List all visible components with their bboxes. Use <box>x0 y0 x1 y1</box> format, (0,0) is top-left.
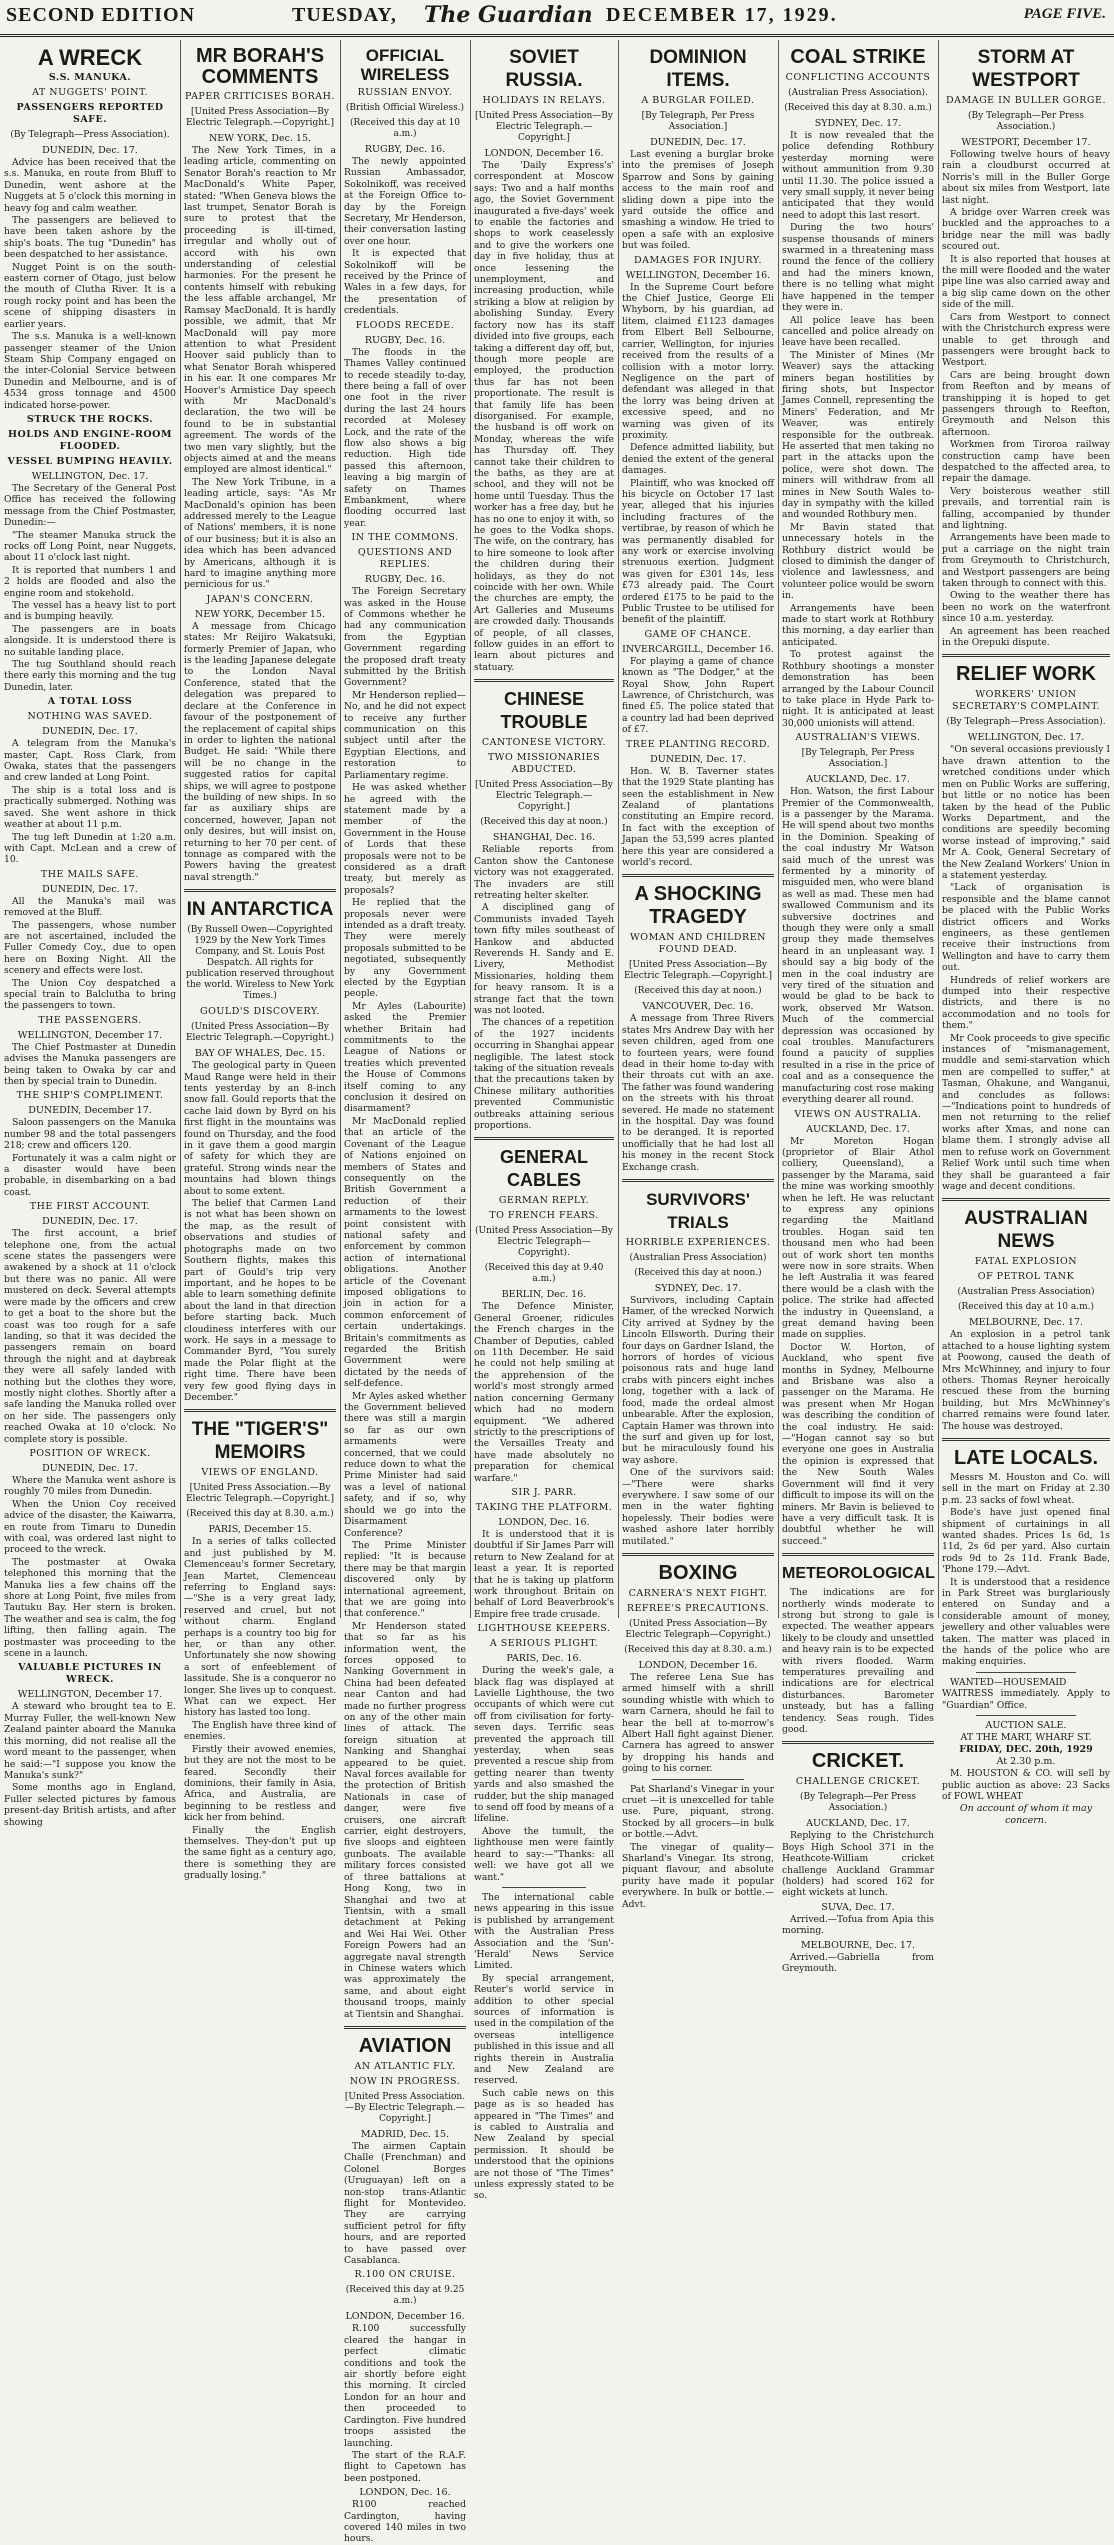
paragraph: The start of the R.A.F. flight to Capetown has been postponed. <box>344 2449 466 2484</box>
dateline: SYDNEY, Dec. 17. <box>654 1283 742 1295</box>
dateline: DUNEDIN, Dec. 17. <box>42 726 138 738</box>
subhead: THE FIRST ACCOUNT. <box>29 1201 151 1213</box>
headline-cricket: CRICKET. <box>811 1750 905 1773</box>
column-4 <box>474 40 614 2202</box>
dateline: BAY OF WHALES, Dec. 15. <box>194 1048 326 1060</box>
paragraph: One of the survivors said:—"There were sharks everywhere. I saw some of our men in the water fighting hopelessly. Their bodies were washed ashore later horribly mutilated." <box>622 1467 774 1547</box>
paragraph: The Union Coy despatched a special train to Balclutha to bring the passengers to town. <box>4 977 176 1012</box>
dateline: AUCKLAND, Dec. 17. <box>806 774 910 786</box>
column-3 <box>344 40 466 2545</box>
paragraph: Workmen from Tiroroa railway construction camp have been despatched to the affected area, to repair the damage. <box>942 439 1110 485</box>
subhead: WORKERS' UNION SECRETARY'S COMPLAINT. <box>951 689 1101 713</box>
dateline: NEW YORK, Dec. 15. <box>208 133 312 144</box>
wire-credit: (Australian Press Association) <box>629 1253 767 1264</box>
subhead: STRUCK THE ROCKS. <box>26 413 154 425</box>
wire-credit: [United Press Association—By Electric Telegraph.—Copyright.] <box>475 111 613 143</box>
paragraph: "On several occasions previously I have drawn attention to the wretched conditions under which men on Public Works are suffering, but little or no notice has been taken by the head of the Public Works Department, and the conditions are speedily becoming worse instead of improving," said Mr A. Cook, General Secretary of the New Zealand Workers' Union in a statement yesterday. <box>942 744 1110 881</box>
paragraph: The airmen Captain Challe (Frenchman) and Colonel Borges (Uruguayan) left on a non-stop trans-Atlantic flight for Montevideo. They are carrying sufficient petrol for fifty hours, and are reported to have passed over Casablanca. <box>344 2140 466 2267</box>
paragraph: The New York Tribune, in a leading article, says: "As Mr MacDonald's opinion has been addressed merely to the League of Nations' members, it is none of our business; but it is also an idea which has been advanced by Americans, although it is hard to imagine anything more pernicious for us." <box>184 476 336 591</box>
headline-chinese-trouble: CHINESE TROUBLE <box>500 689 588 733</box>
divider <box>942 1198 1110 1201</box>
dateline: SYDNEY, Dec. 17. <box>814 118 902 129</box>
subhead: CARNERA'S NEXT FIGHT. <box>628 1587 768 1599</box>
subhead: SIR J. PARR. <box>511 1486 577 1498</box>
column-1 <box>4 40 176 1828</box>
subhead: AT NUGGETS' POINT. <box>32 87 148 98</box>
subhead: JAPAN'S CONCERN. <box>206 593 314 605</box>
headline-meteorological: METEOROLOGICAL <box>782 1565 935 1583</box>
paragraph: The Defence Minister, General Groener, ridicules the French charges in the Chamber of Deputies, cabled on 11th December. He said he could not help smiling at the apprehension of the world's most strongly armed nation concerning Germany which had no modern equipment. "We adhered strictly to the prescriptions of the Versailles Treaty and have made absolutely no preparation for chemical warfare." <box>474 1301 614 1484</box>
paragraph: The passengers are believed to have been taken ashore by the ship's boats. The tug "Dunedin" has been despatched to her assistance. <box>4 215 176 261</box>
paragraph: Mr MacDonald replied that an article of the Covenant of the League of Nations enjoined on members of States and consequently on the British Government a reduction of their armaments to the lowest point consistent with national safety and enforcement by common action of international obligations. Another article of the Covenant imposed obligations to join in action for a common enforcement of certain undertakings. Britain's commitments as regarded the British Government were dictated by the needs of self-defence. <box>344 1115 466 1390</box>
classified-ad: WANTED—HOUSEMAID WAITRESS immediately. Apply to "Guardian" Office. <box>942 1676 1110 1711</box>
subhead: RUSSIAN ENVOY. <box>357 87 453 98</box>
dateline: LONDON, December 16. <box>484 148 604 159</box>
paragraph: Arrangements have been made to put a carriage on the night train from Greymouth to Christchurch, and Westport passengers are being taken through to connect with this. <box>942 532 1110 590</box>
subhead: AN ATLANTIC FLY. <box>354 2060 456 2072</box>
paragraph: By special arrangement, Reuter's world service in addition to other special sources of information is used in the compilation of the overseas intelligence published in this issue and all rights therein in Australia and New Zealand are reserved. <box>474 1972 614 2087</box>
dateline: SHANGHAI, Dec. 16. <box>492 832 596 844</box>
paragraph: Arrived.—Tofua from Apia this morning. <box>782 1913 934 1937</box>
headline-australian-news: AUSTRALIAN NEWS <box>964 1208 1088 1253</box>
subhead: REFREE'S PRECAUTIONS. <box>626 1602 770 1614</box>
column-rule <box>778 40 779 1618</box>
received-note: (Received this day at noon.) <box>634 1268 762 1279</box>
subhead: TREE PLANTING RECORD. <box>625 738 771 750</box>
divider <box>184 889 336 892</box>
received-note: (Received this day at noon.) <box>480 817 608 828</box>
subhead: POSITION OF WRECK. <box>29 1447 151 1459</box>
column-6 <box>782 40 935 1975</box>
paragraph: A message from Three Rivers states Mrs Andrew Day with her seven children, aged from one to fourteen years, were found dead in their home to-day with their throats cut with an axe. The father was found wandering on the streets with his throat severed. He made no statement in the hospital. Day was found to be deranged. It is reported unofficially that he had lost all his money in the recent Stock Exchange crash. <box>622 1013 774 1173</box>
headline-relief-work: RELIEF WORK <box>956 663 1096 686</box>
dateline: VANCOUVER, Dec. 16. <box>642 1001 754 1013</box>
paragraph: The newly appointed Russian Ambassador, Sokolnikoff, was received at the Foreign Office to-day by the Foreign Secretary, Mr Henderson, their conversation lasting over one hour. <box>344 156 466 247</box>
column-rule <box>340 40 341 1618</box>
dateline: LONDON, December 16. <box>638 1659 758 1671</box>
paragraph: All police leave has been cancelled and police already on leave have been recalled. <box>782 314 934 349</box>
dateline: LONDON, December 16. <box>345 2311 465 2323</box>
paragraph: A message from Chicago states: Mr Reijiro Wakatsuki, formerly Premier of Japan, who is the leading Japanese delegate to the London Naval Conference, stated that the delegation was prepared to declare at the Conference in favour of the postponement of the replacement of capital ships in order to lighten the national Budget. He said: "While there will be no change in the suggested ratios for capital ships, we will agree to postpone the building of new ships. In so far as auxiliary ships are concerned, however, Japan not only desires, but will insist on, returning to her 70 per cent. of tonnage as compared with the Powers having the greatest naval strength." <box>184 620 336 883</box>
paragraph: Advice has been received that the s.s. Manuka, en route from Bluff to Dunedin, went ashore at the Nuggets at 5 o'clock this morning in heavy fog and calm weather. <box>4 157 176 214</box>
dateline: AUCKLAND, Dec. 17. <box>806 1818 910 1830</box>
paragraph: Plaintiff, who was knocked off his bicycle on October 17 last year, alleged that his injuries including fractures of the vertibrae, by reason of which he was permanently disabled for any work or exercise involving strenuous exertion. Judgment was given for £301 14s, less £73 already paid. The Court ordered £175 to be paid to the Public Trustee to be utilised for benefit of the plaintiff. <box>622 477 774 626</box>
paragraph: Finally the English themselves. They-don't put up the same fight as a century ago, there is something they are gradually losing." <box>184 1824 336 1882</box>
wire-credit: [United Press Association—By Electric Telegraph.—Copyright.] <box>475 780 613 813</box>
paragraph: The international cable news appearing in this issue is published by arrangement with the Australian Press Association and the 'Sun'-'Herald' News Service Limited. <box>474 1891 614 1972</box>
divider <box>652 1779 743 1780</box>
paragraph: The tug left Dunedin at 1:20 a.m. with Capt. McLean and a crew of 10. <box>4 831 176 866</box>
received-note: (Received this day at 10 a.m.) <box>349 118 461 139</box>
paragraph: Mr Moreton Hogan (proprietor of Blair Athol colliery, Queensland), a passenger by the Marama, said the mine was working smoothly when he left. He was reluctant to express any opinions regarding the Maitland troubles. Hogan said ten thousand men who had been out of work short ten months were now in sore straits. When he left Australia it was feared there would be a clash with the police. The strike had affected the industry in Queensland, a great demand having been made on supplies. <box>782 1135 934 1341</box>
paragraph: Mr Ayles (Labourite) asked the Premier whether Britain had commitments to the League of Nations or treaties which prevented the House of Commons itself coming to any conclusion it desired on disarmament? <box>344 1000 466 1115</box>
paragraph: Hon. Watson, the first Labour Premier of the Commonwealth, is a passenger by the Marama. He will spend about two months in the Dominion. Speaking of the coal industry Mr Watson said much of the unrest was fermented by a minority of misguided men, who were bland as well as mad. These men had swallowed Communism and its subversive doctrines and though they were only a small group they made themselves heard in an unpleasant way. I should say a big body of the men in the coal industry are very tired of the situation and would be glad to be back to work, observed Mr Watson. Much of the commercial depression was occasioned by coal troubles. Manufacturers found a paucity of supplies resulted in a rise in the price of coal and as a consequence the manufacturing cost rose making everything dearer all round. <box>782 786 934 1106</box>
paragraph: The first account, a brief telephone one, from the actual scene states the passengers were awakened by a shock at 11 o'clock but there was no panic. All were mustered on deck. Several attempts were made by the officers and crew to get a boat to the shore but the coast was too rough for a safe landing, so that it was decided the passengers remain on board through the night and at daybreak they were all safely landed with nothing but the clothes they wore, mostly night clothes. Shortly after a safe landing the Manuka rolled over on her side. The passengers only reached Owaka at 10 o'clock. No complete story is possible. <box>4 1228 176 1445</box>
paragraph: The belief that Carmen Land is not what has been shown on the map, as the result of observations and studies of photographs made on two Southern flights, makes this part of Gould's trip very important, and he hopes to be able to learn something definite about the land in that direction before starting back. Much cloudiness interferes with our work. He says in a message to Commander Byrd, "You surely made the Polar flight at the right time. There have been very few good flying days in December." <box>184 1198 336 1403</box>
headline-survivors-trials: SURVIVORS' TRIALS <box>646 1190 750 1233</box>
wire-credit: (By Telegraph—Per Press Association.) <box>968 111 1084 132</box>
subhead: A TOTAL LOSS <box>47 696 133 708</box>
column-rule <box>938 40 939 1618</box>
received-note: (Received this day at 8.30. a.m.) <box>784 103 932 113</box>
paragraph: Hon. W. B. Taverner states that the 1929 State planting has seen the establishment in New Zealand of plantations constituting an Empire record. In fact with the exception of Japan the 53,599 acres planted here this year are considered a world's record. <box>622 765 774 868</box>
subhead: HORRIBLE EXPERIENCES. <box>625 1237 771 1249</box>
received-note: (Received this day at 9.40 a.m.) <box>484 1263 604 1285</box>
subhead: GERMAN REPLY. <box>498 1195 590 1207</box>
dateline: RUGBY, Dec. 16. <box>364 144 446 155</box>
paragraph: Mr Henderson replied—No, and he did not expect to receive any further communication on this subject until after the Egyptian Elections, and restoration to Parliamentary regime. <box>344 689 466 781</box>
subhead: VESSEL BUMPING HEAVILY. <box>7 455 173 467</box>
subhead: CHALLENGE CRICKET. <box>795 1776 921 1788</box>
subhead: PASSENGERS REPORTED SAFE. <box>16 102 164 125</box>
paragraph: A telegram from the Manuka's master, Capt. Ross Clark, from Owaka, states that the passengers and crew landed at Long Point. <box>4 738 176 784</box>
headline-late-locals: LATE LOCALS. <box>953 1446 1099 1469</box>
issue-date: DECEMBER 17, 1929. <box>606 4 838 26</box>
paragraph: The geological party in Queen Maud Range were held in their tents yesterday by an 8-inch snow fall. Gould reports that the cache laid down by Byrd on his first flight in the mountains was found on Thursday, and the food in it gave them a good margin of safety for which they are grateful. Strong winds near the mountains had blown things about to some extent. <box>184 1060 336 1197</box>
paragraph: Cars from Westport to connect with the Christchurch express were unable to get through and passengers were brought back to Westport. <box>942 311 1110 369</box>
paragraph: Mr Cook proceeds to give specific instances of "mismanagement, muddle and semi-starvation which men are compelled to suffer," at Tasman, Ohakune, and Wanganui, and concludes as follows:—"Indications point to hundreds of men not returning to the relief works after Xmas, and none can blame them. I strongly advise all men to refuse work on Government Relief Work until such time when they shall be guaranteed a fair wage and decent conditions. <box>942 1032 1110 1192</box>
paragraph: Some months ago in England, Fuller selected pictures by famous present-day British artists, and after showing <box>4 1782 176 1828</box>
paragraph: The Foreign Secretary was asked in the House of Commons whether he had any communication from the Egyptian Government regarding the proposed draft treaty submitted by the British Government? <box>344 586 466 689</box>
paragraph: Hundreds of relief workers are dumped into their respective districts, and there is no accommodation and no tools for them." <box>942 974 1110 1032</box>
paragraph: Arrangements have been made to start work at Rothbury this morning, a day earlier than anticipated. <box>782 602 934 648</box>
paragraph: During the week's gale, a black flag was displayed at Lavielle Lighthouse, the two occupants of which were cut off from civilisation for forty-seven days. Terrific seas prevented the approach till yesterday, when seas prevented a rescue ship from getting nearer than twenty yards and also smashed the rudder, but the ship managed to send off food by means of a lifeline. <box>474 1665 614 1825</box>
dateline: WELLINGTON, Dec. 17. <box>967 732 1085 744</box>
headline-a-wreck: A WRECK <box>37 45 143 70</box>
column-2 <box>184 40 336 1882</box>
paragraph: The passengers are in boats alongside. It is understood there is no suitable landing place. <box>4 623 176 658</box>
dateline: WELLINGTON, Dec. 17. <box>31 470 149 482</box>
dateline: DUNEDIN, Dec. 17. <box>650 753 746 765</box>
headline-dominion-items: DOMINION ITEMS. <box>649 47 747 91</box>
wire-credit: (Australian Press Association). <box>788 88 928 98</box>
subhead: S.S. MANUKA. <box>48 72 132 83</box>
headline-storm-at-westport: STORM AT WESTPORT <box>972 47 1080 91</box>
day-label: TUESDAY, <box>292 4 397 26</box>
dateline: PARIS, December 15. <box>208 1524 312 1536</box>
wire-credit: [By Telegraph, Per Press Association.] <box>641 111 755 132</box>
headline-coal-strike: COAL STRIKE <box>790 46 926 68</box>
paragraph: Nugget Point is on the south-eastern corner of Otago, just below the mouth of Clutha River. It is a rough rocky point and has been the scene of shipping disasters in earlier years. <box>4 261 176 330</box>
subhead: VIEWS ON AUSTRALIA. <box>794 1108 922 1120</box>
subhead: A SERIOUS PLIGHT. <box>489 1638 599 1650</box>
divider <box>622 874 774 877</box>
dateline: RUGBY, Dec. 16. <box>364 574 446 586</box>
column-rule <box>618 40 619 1618</box>
divider <box>976 1715 1077 1716</box>
paragraph: The English have three kind of enemies. <box>184 1719 336 1743</box>
dateline: DUNEDIN, Dec. 17. <box>42 883 138 895</box>
edition-label: SECOND EDITION <box>6 4 196 26</box>
paragraph: The indications are for northerly winds moderate to strong but strong to gale is expected. The weather appears likely to be cloudy and unsettled and heavy rain is to be expected with rivers flooded. Warm temperatures prevailing and indications are for electrical disturbances. Barometer unsteady, but has a falling tendency. Seas rough. Tides good. <box>782 1587 934 1735</box>
paragraph: For playing a game of chance known as "The Dodger," at the Royal Show, John Rupert Lawrence, of Christchurch, was fined £5. The police stated that a country lad had been deprived of £7. <box>622 655 774 736</box>
divider <box>622 1553 774 1556</box>
auction-details: M. HOUSTON & CO. will sell by public auction as above: 23 Sacks of FOWL WHEAT <box>942 1768 1110 1802</box>
wire-credit: (By Telegraph—Per Press Association.) <box>800 1792 916 1814</box>
paragraph: The s.s. Manuka is a well-known passenger steamer of the Union Steam Ship Company engaged on the inter-Colonial Service between Dunedin and Melbourne, and is of 4534 gross tonnage and 4500 indicated horse-power. <box>4 331 176 411</box>
paragraph: A disciplined gang of Communists invaded Tayeh town fifty miles southeast of Hankow and abducted Reverends H. Sandy and E. Livery, Methodist Missionaries, holding them for heavy ransom. It is a strange fact that the town was not looted. <box>474 902 614 1016</box>
divider <box>622 1179 774 1182</box>
wire-credit: [United Press Association—By Electric Telegraph.—Copyright.] <box>185 107 335 128</box>
subhead: R.100 ON CRUISE. <box>354 2269 456 2281</box>
paragraph: The tug Southland should reach there early this morning and the tug Dunedin, later. <box>4 659 176 693</box>
auction-heading: AUCTION SALE. <box>985 1720 1067 1732</box>
paragraph: It is understood that a residence in Park Street was burglariously entered on Sunday and a considerable amount of money, jewellery and other valuables were taken. The matter was placed in the hands of the police who are making enquiries. <box>942 1576 1110 1668</box>
paragraph: Such cable news on this page as is so headed has appeared in "The Times" and is cabled to Australia and New Zealand by special permission. It should be understood that the opinions are not those of "The Times" unless expressly stated to be so. <box>474 2087 614 2202</box>
page-number: PAGE FIVE. <box>1023 6 1106 22</box>
wire-credit: [United Press Association.—By Electric Telegraph.—Copyright.] <box>344 2091 466 2124</box>
dateline: INVERCARGILL, December 16. <box>622 643 774 655</box>
divider <box>782 1553 934 1556</box>
paragraph: Following twelve hours of heavy rain a cloudburst occurred at Norris's mill in the Buller Gorge about six miles from Westport, late last night. <box>942 149 1110 206</box>
headline-soviet-russia: SOVIET RUSSIA. <box>505 47 583 91</box>
subhead: FLOODS RECEDE. <box>355 319 455 331</box>
subhead: IN THE COMMONS. <box>351 532 459 544</box>
dateline: PARIS, Dec. 16. <box>506 1653 582 1665</box>
divider <box>502 1887 586 1888</box>
dateline: WELLINGTON, December 16. <box>625 269 771 281</box>
dateline: AUCKLAND, Dec. 17. <box>806 1123 910 1135</box>
paragraph: Survivors, including Captain Hamer, of the wrecked Norwich City arrived at Sydney by the Lincoln Ellsworth. During their four days on Gardner Island, the horrors of hordes of vicious poisonous rats and huge land crabs with pincers eight inches long, together with a lack of food, made the ordeal almost unbearable. After the explosion, Captain Hamer was thrown into the surf and given up for lost, but he miraculously found his way ashore. <box>622 1295 774 1466</box>
subhead: QUESTIONS AND REPLIES. <box>357 547 453 571</box>
subhead: WOMAN AND CHILDREN FOUND DEAD. <box>630 932 766 956</box>
wire-credit: [United Press Association—By Electric Telegraph.—Copyright.] <box>623 960 773 982</box>
subhead: CONFLICTING ACCOUNTS <box>785 72 931 83</box>
dateline: WESTPORT, December 17. <box>961 137 1091 148</box>
dateline: RUGBY, Dec. 16. <box>364 334 446 346</box>
paragraph: Saloon passengers on the Manuka number 98 and the total passengers 218; crew and officers 120. <box>4 1117 176 1152</box>
paragraph: An explosion in a petrol tank attached to a house lighting system at Poowong, caused the death of Mrs McWhinney, and injury to four others. Thomas Reyner heroically rescued these from the burning building, but Mrs McWhinney's charred remains were found later. The house was destroyed. <box>942 1329 1110 1432</box>
paragraph: Owing to the weather there has been no work on the waterfront since 10 a.m. yesterday. <box>942 590 1110 625</box>
paragraph: It is now revealed that the police defending Rothbury yesterday morning were without ammunition from 9.30 until 11.30. The police issued a very small supply, it never being anticipated that they would need to adopt this last resort. <box>782 130 934 221</box>
wire-credit: [United Press Association.—By Electric Telegraph.—Copyright.] <box>185 1483 335 1505</box>
paragraph: Messrs M. Houston and Co. will sell in the mart on Friday at 2.30 p.m. 23 sacks of fowl wheat. <box>942 1471 1110 1506</box>
subhead: NOW IN PROGRESS. <box>349 2075 461 2087</box>
paragraph: The postmaster at Owaka telephoned this morning that the Manuka lies a few chains off the shore at Long Point, five miles from Tautuku Bay. Her stern is broken. The weather and sea is calm, the fog lifting, then falling again. The postmaster was proceeding to the scene in a launch. <box>4 1556 176 1660</box>
column-rule <box>180 40 181 1618</box>
headline-aviation: AVIATION <box>358 2034 452 2057</box>
paragraph: Fortunately it was a calm night or a disaster would have been probable, in disembarking on a bad coast. <box>4 1152 176 1198</box>
paragraph: The New York Times, in a leading article, commenting on Senator Borah's reaction to Mr MacDonald's White Paper, stated: "When Geneva blows the last trumpet, Senator Borah is sure to protest that the proceeding is ill-timed, irregular and wholly out of accord with his own understanding of celestial harmonies. For the present he contents himself with rebuking the less affable archangel, Mr Ramsay MacDonald. It is hardly possible, we admit, that Mr MacDonald will pay more attention to what President Hoover said publicly than to what Senator Borah whispered in his ear. It one compares Mr Hoover's Armistice Day speech with Mr MacDonald's declaration, the two will be found to be in substantial agreement. The words of the two men vary slightly, but the objects aimed at and the means employed are almost identical." <box>184 145 336 476</box>
dateline: MELBOURNE, Dec. 17. <box>800 1939 916 1951</box>
wire-credit: (British Official Wireless.) <box>345 103 465 113</box>
paragraph: During the two hours' suspense thousands of miners swarmed in a threatening mass round the fence of the colliery and had the miners known, there is no telling what might have happened in the temper they were in. <box>782 222 934 314</box>
wire-credit: [By Telegraph, Per Press Association.] <box>801 748 915 770</box>
paragraph: The chances of a repetition of the 1927 incidents occurring in Shanghai appear negligible. The latest stock taking of the situation reveals that the precautions taken by Chinese military authorities prevented Communistic outbreaks attaining serious proportions. <box>474 1017 614 1132</box>
dateline: DUNEDIN, Dec. 17. <box>650 137 746 148</box>
masthead <box>0 0 1114 37</box>
dateline: WELLINGTON, December 17. <box>17 1029 163 1041</box>
divider <box>976 1672 1077 1673</box>
headline-borah: MR BORAH'S COMMENTS <box>195 45 325 88</box>
dateline: DUNEDIN, December 17. <box>28 1105 152 1117</box>
received-note: (Received this day at 10 a.m.) <box>957 1302 1095 1313</box>
auction-venue: AT THE MART, WHARF ST. <box>960 1732 1092 1744</box>
subhead: GAME OF CHANCE. <box>644 628 752 640</box>
subhead: TWO MISSIONARIES ABDUCTED. <box>487 752 601 776</box>
wire-credit: (By Telegraph—Press Association). <box>946 717 1106 728</box>
paragraph: Mr Ayles asked whether the Government believed there was still a margin so far as our own armaments were concerned, that we could reduce down to what the Prime Minister had said was a level of national safety, and if so, why should we go into the Disarmament Conference? <box>344 1390 466 1539</box>
headline-general-cables: GENERAL CABLES <box>499 1147 588 1191</box>
paragraph: A bridge over Warren creek was buckled and the approaches to a bridge near the mill was badly scoured out. <box>942 207 1110 253</box>
paragraph: The Minister of Mines (Mr Weaver) says the attacking miners began hostilities by firing shots, but Inspector James Connell, representing the Miners' Federation, and Mr Weaver, was entirely responsible for the outbreak. He asserted that men taking no part in the attacks upon the police, were shot down. The miners will withdraw from all mines in New South Wales to-day in sympathy with the killed and wounded Rothbury men. <box>782 349 934 521</box>
subhead: NOTHING WAS SAVED. <box>27 711 153 723</box>
subhead: HOLIDAYS IN RELAYS. <box>482 95 606 106</box>
paragraph: The Chief Postmaster at Dunedin advises the Manuka passengers are being taken to Owaka by car and then by special train to Dunedin. <box>4 1041 176 1087</box>
paragraph: Mr Henderson stated that so far as his information went, the forces opposed to Nanking Government in China had been defeated near Canton and had made no further progress on any of the other main lines of attack. The foreign situation at Nanking and Shanghai appeared to be quiet. Naval forces available for the protection of British Nationals in case of danger, were five cruisers, one aircraft carrier, eight destroyers, five sloops and eighteen gunboats. The available military forces consisted of three battalions at Hong Kong, two in Shanghai and two at Tientsin, with a small detachment at Peking and Wei Hai Wei. Other Foreign Powers had an aggregate naval strength in Chinese waters which was approximately the same, and about eight thousand troops, mainly at Tientsin and Shanghai. <box>344 1620 466 2020</box>
paragraph: Last evening a burglar broke into the premises of Joseph Sparrow and Sons by gaining access to the main roof and sliding down a pipe into the yard outside the office and smashing a window. He tried to open a safe with an explosive but was foiled. <box>622 149 774 252</box>
paragraph: In a series of talks collected and just published by M. Clemenceau's former Secretary, Jean Martet, Clemenceau referring to England says:—"She is a very great lady, reserved and cruel, but not without charm. England perhaps is a country too big for her, or than any other. Unfortunately she now showing a sort of enfeeblement of lassitude. She is a conqueror no longer. She lives up to conquest. What can we expect. Her history has lasted too long. <box>184 1536 336 1719</box>
auction-date: FRIDAY, DEC. 20th, 1929 <box>959 1744 1093 1756</box>
paragraph: R.100 successfully cleared the hangar in perfect climatic conditions and took the air shortly before eight this morning. It circled London for an hour and then proceeded to Cardington. Five hundred troops assisted the launching. <box>344 2323 466 2449</box>
subhead: VIEWS OF ENGLAND. <box>201 1467 319 1479</box>
paragraph: The floods in the Thames Valley continued to recede steadily to-day, there being a fall of over one foot in the river during the last 24 hours recorded at Molesey Lock, and the rate of the flow also shows a big reduction. High tide passed this afternoon, leaving a big margin of safety on Thames Embankment, where flooding occurred last year. <box>344 346 466 529</box>
paragraph: The passengers, whose number are not ascertained, included the Fuller Comedy Coy., due to open here on Boxing Night. All the scenery and effects were lost. <box>4 919 176 977</box>
paragraph: The 'Daily Express's' correspondent at Moscow says: Two and a half months ago, the Soviet Government inaugurated a five-days' week to enable the factories and shops to work ceaselessly and to give the workers one day in five holiday, thus at once lessening the unemployment, and increasing production, while striking a blow at religion by abolishing Sunday. Every factory now has its staff divided into five groups, each taking a different day off, but, though more people are employed, the production thus far has not been proportionate. The result is that family life has been disorganised. For example, the husband is off work on Monday, whereas the wife has Thursday off. They cannot take their children to the baths, as they are at school, and they will not be home until Tuesday. Thus the worker has a free day, but he has no one to enjoy it with, so he goes to the Vodka shops. The wife, on the contrary, has to hire someone to look after the children during their holidays, as they do not coincide with her own. While the churches are empty, the Art Galleries and Museums are crowded daily. Thousands of people, of all classes, follow guides in an effort to learn about pictures and statuary. <box>474 160 614 673</box>
dateline: DUNEDIN, Dec. 17. <box>42 1216 138 1228</box>
wire-credit: (United Press Association—By Electric Telegraph—Copyright.) <box>625 1618 771 1640</box>
subhead: THE MAILS SAFE. <box>40 868 140 880</box>
wire-credit: (Australian Press Association) <box>957 1287 1095 1298</box>
subhead: HOLDS AND ENGINE-ROOM FLOODED. <box>8 428 172 452</box>
received-note: (Received this day at 8.30. a.m.) <box>186 1509 334 1520</box>
paragraph: The referee Lena Sue has armed himself with a shrill sounding whistle with which to warn Carnera, should he fail to hear the bell at to-morrow's Albert Hall fight against Diener. Carnera has agreed to answer by dropping his hands and going to his corner. <box>622 1671 774 1775</box>
divider <box>942 654 1110 657</box>
subhead: DAMAGES FOR INJURY. <box>634 254 762 266</box>
dateline: LONDON, Dec. 16. <box>359 2487 451 2499</box>
received-note: (Received this day at 8.30. a.m.) <box>624 1644 772 1655</box>
dateline: DUNEDIN, Dec. 17. <box>42 145 138 156</box>
paragraph: Doctor W. Horton, of Auckland, who spent five months in Sydney, Melbourne and Brisbane was also a passenger on the Marama. He was present when Mr Hogan was describing the condition of the coal industry. He said:—"Hogan cannot say so but everyone one goes in Australia the opinion is expressed that the New South Wales Government will find it very difficult to impose its will on the miners. Mr Bavin is believed to have a very difficult task. It is doubtful whether he will succeed." <box>782 1341 934 1547</box>
subhead: DAMAGE IN BULLER GORGE. <box>946 95 1106 106</box>
paragraph: All the Manuka's mail was removed at the Bluff. <box>4 895 176 919</box>
advertisement: Pat Sharland's Vinegar in your cruet —it is unexcelled for table use. Pure, piquant, strong. Stocked by all grocers—in bulk or bottle.—Advt. <box>622 1783 774 1841</box>
subhead: LIGHTHOUSE KEEPERS. <box>477 1623 611 1635</box>
paragraph: When the Union Coy received advice of the disaster, the Kaiwarra, en route from Timaru to Dunedin with coal, was ordered last night to proceed to the wreck. <box>4 1498 176 1556</box>
received-note: (Received this day at noon.) <box>634 986 762 997</box>
auction-note: On account of whom it may concern. <box>959 1803 1093 1827</box>
headline-shocking-tragedy: A SHOCKING TRAGEDY <box>634 883 762 929</box>
advertisement: The vinegar of quality—Sharland's Vinegar. Its strong, piquant flavour, and absolute purity have made it popular everywhere. In bulk or bottle.—Advt. <box>622 1841 774 1910</box>
paragraph: Cars are being brought down from Reefton and by means of transhipping it is hoped to get passengers through to Reefton, Greymouth and Nelson this afternoon. <box>942 369 1110 438</box>
wire-credit: (United Press Association—By Electric Telegraph—Copyright). <box>475 1226 613 1259</box>
paragraph: "Lack of organisation is responsible and the blame cannot be placed with the Public Works district officers and Works engineers, as these gentlemen receive their instructions from Wellington and have to carry them out. <box>942 882 1110 974</box>
paragraph: It is also reported that houses at the mill were flooded and the water pipe line was also carried away and a big slip came down on the other side of the mill. <box>942 253 1110 311</box>
paragraph: He replied that the proposals never were intended as a draft treaty. They were merely proposals submitted to be negotiated, subsequently by any Government elected by the Egyptian people. <box>344 897 466 1000</box>
subhead: AUSTRALIAN'S VIEWS. <box>795 732 921 744</box>
subhead: PAPER CRITICISES BORAH. <box>185 91 335 102</box>
divider <box>474 1137 614 1140</box>
paragraph: Bode's have just opened final shipment of curtainings in all wanted shades. Prices 1s 6d, 1s 11d, 2s 6d per yard. Also curtain rods 9d to 2s 11d. Frank Bade, 'Phone 179.—Advt. <box>942 1507 1110 1576</box>
subhead: FATAL EXPLOSION <box>974 1256 1078 1268</box>
paragraph: It is reported that numbers 1 and 2 holds are flooded and also the engine room and stokehold. <box>4 564 176 599</box>
paragraph: It is understood that it is doubtful if Sir James Parr will return to New Zealand for at least a year. It is reported that he is taking up platform work throughout Britain on behalf of Lord Beaverbrook's Empire free trade crusade. <box>474 1528 614 1620</box>
paragraph: Defence admitted liability, but denied the extent of the general damages. <box>622 442 774 477</box>
paragraph: "The steamer Manuka struck the rocks off Long Point, near Nuggets, about 11 o'clock last night. <box>4 529 176 564</box>
divider <box>344 2026 466 2029</box>
paragraph: It is expected that Sokolnikoff will be received by the Prince of Wales in a few days, for the presentation of credentials. <box>344 248 466 317</box>
divider <box>474 679 614 682</box>
paragraph: The Prime Minister replied: "It is because there may be that margin discovered only by international agreement, that we are going into that conference." <box>344 1539 466 1620</box>
wire-credit: (By Russell Owen—Copyrighted 1929 by the New York Times Company, and St. Louis Post Despatch. All rights for publication reserved throughout the world. Wireless to New York Times.) <box>185 925 335 1002</box>
subhead: GOULD'S DISCOVERY. <box>200 1006 320 1018</box>
received-note: (Received this day at 9.25 a.m.) <box>345 2285 465 2307</box>
paragraph: The ship is a total loss and is practically submerged. Nothing was saved. She went ashore in thick weather at about 11 p.m. <box>4 784 176 831</box>
paragraph: Where the Manuka went ashore is roughly 70 miles from Dunedin. <box>4 1474 176 1498</box>
subhead: A BURGLAR FOILED. <box>641 95 755 106</box>
dateline: WELLINGTON, December 17. <box>17 1689 163 1701</box>
dateline: BERLIN, Dec. 16. <box>501 1289 587 1301</box>
paragraph: Firstly their avowed enemies, but they are not the most to be feared. Secondly their dominions, their family in Asia, Africa, and Australia, are beginning to be restless and kick her from behind. <box>184 1743 336 1824</box>
subhead: CANTONESE VICTORY. <box>481 737 607 749</box>
column-7 <box>942 40 1110 1827</box>
paragraph: Arrived.—Gabriella from Greymouth. <box>782 1951 934 1975</box>
dateline: MADRID, Dec. 15. <box>360 2128 450 2140</box>
dateline: LONDON, Dec. 16. <box>498 1516 590 1528</box>
newspaper-title: The Guardian <box>424 2 593 28</box>
divider <box>184 1409 336 1412</box>
subhead: TO FRENCH FEARS. <box>489 1210 599 1222</box>
subhead: OF PETROL TANK <box>977 1271 1075 1283</box>
paragraph: Mr Bavin stated that unnecessary hotels in the Rothbury district would be closed to diminish the danger of violence and lawlessness, and volunteer police would be sworn in. <box>782 521 934 602</box>
paragraph: In the Supreme Court before the Chief Justice, George Eli Whyborn, by his guardian, ad litem, claimed £1123 damages from Elbert Bell Selbourne, carrier, Wellington, for injuries received from the results of a collision with a motor lorry. Negligence on the part of defendant was alleged in that the lorry was being driven at excessive speed, and no warning was given of its proximity. <box>622 281 774 441</box>
headline-official-wireless: OFFICIAL WIRELESS <box>360 46 450 84</box>
paragraph: To protest against the Rothbury shootings a monster demonstration has been arranged by the Labour Council to take place in Hyde Park to-night. It is anticipated at least 30,000 unionists will attend. <box>782 649 934 729</box>
subhead: THE SHIP'S COMPLIMENT. <box>16 1090 164 1102</box>
headline-tigers-memoirs: THE "TIGER'S" MEMOIRS <box>191 1419 329 1464</box>
paragraph: The Secretary of the General Post Office has received the following message from the Chief Postmaster, Dunedin:— <box>4 482 176 529</box>
paragraph: R100 reached Cardington, having covered 140 miles in two hours. <box>344 2499 466 2545</box>
paragraph: Replying to the Christchurch Boys High School 371 in the Heathcote-William cricket challenge Auckland Grammar (holders) had scored 162 for eight wickets at lunch. <box>782 1830 934 1899</box>
wire-credit: (By Telegraph—Press Association). <box>10 130 170 140</box>
dateline: NEW YORK, December 15. <box>195 608 325 620</box>
column-rule <box>470 40 471 1618</box>
paragraph: An agreement has been reached in the Orepuki dispute. <box>942 625 1110 649</box>
column-5 <box>622 40 774 1910</box>
paragraph: A steward who brought tea to E. Murray Fuller, the well-known New Zealand painter aboard the Manuka this morning, did not realise all the word meant to the passenger, when he said:—"I suppose you know the Manuka's sunk?" <box>4 1701 176 1781</box>
dateline: MELBOURNE, Dec. 17. <box>968 1317 1084 1329</box>
dateline: SUVA, Dec. 17. <box>821 1901 895 1913</box>
headline-boxing: BOXING <box>658 1561 738 1584</box>
paragraph: He was asked whether he agreed with the statement made by a member of the Government in the House of Lords that these proposals were not to be considered as a draft treaty, but merely as proposals? <box>344 782 466 896</box>
dateline: DUNEDIN, Dec. 17. <box>42 1462 138 1474</box>
paragraph: The vessel has a heavy list to port and is bumping heavily. <box>4 600 176 623</box>
subhead: VALUABLE PICTURES IN WRECK. <box>18 1662 162 1686</box>
divider <box>782 1741 934 1744</box>
subhead: THE PASSENGERS. <box>38 1014 142 1026</box>
subhead: TAKING THE PLATFORM. <box>475 1501 613 1513</box>
wire-credit: (United Press Association—By Electric Telegraph.—Copyright.) <box>185 1022 335 1044</box>
divider <box>942 1438 1110 1441</box>
auction-time: At 2.30 p.m. <box>996 1756 1056 1768</box>
paragraph: Above the tumult, the lighthouse men were faintly heard to say:—"Thanks: all well: we have got all we want." <box>474 1825 614 1883</box>
headline-antarctica: IN ANTARCTICA <box>186 899 334 921</box>
paragraph: Very boisterous weather still prevails, and torrential rain is falling, accompanied by thunder and lightning. <box>942 485 1110 531</box>
paragraph: Reliable reports from Canton show the Cantonese victory was not exaggerated. The invaders are still retreating helter skelter. <box>474 844 614 901</box>
